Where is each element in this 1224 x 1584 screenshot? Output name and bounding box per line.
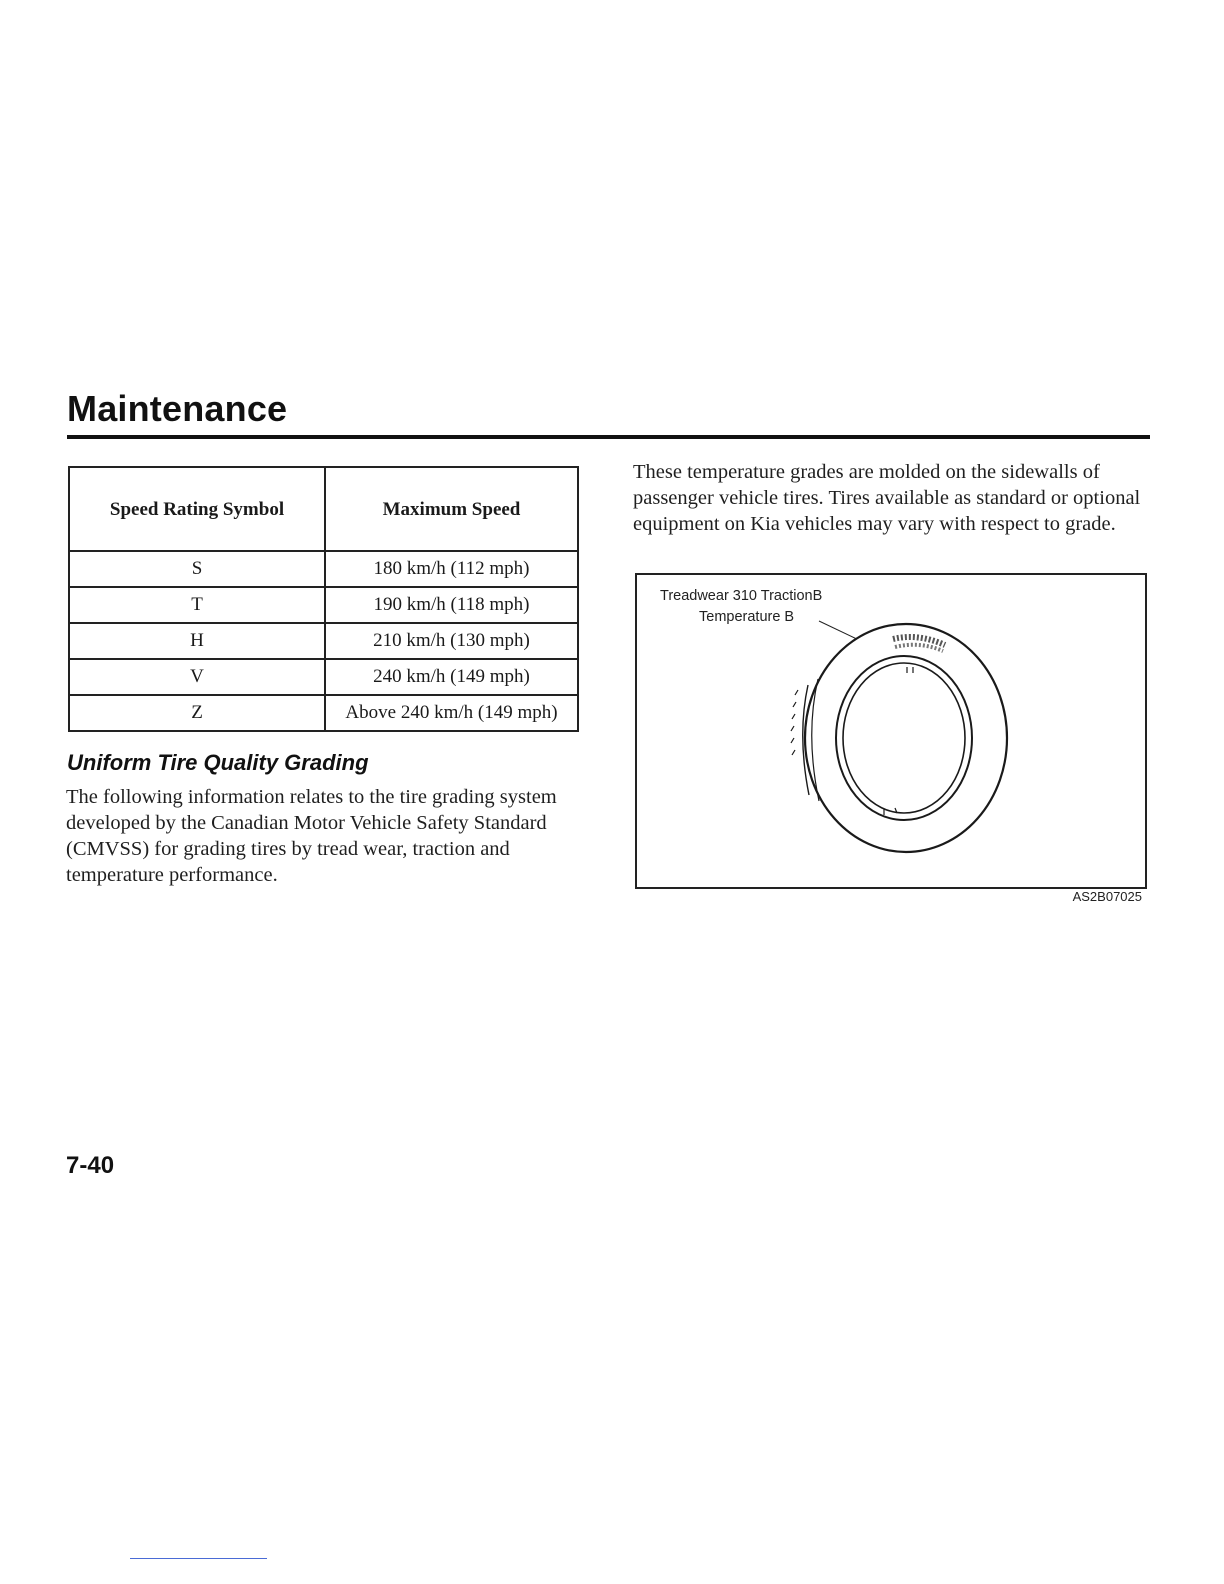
table-row (69, 587, 578, 623)
symbol-cell: H (69, 623, 325, 659)
header-speed-rating-symbol: Speed Rating Symbol (69, 467, 325, 551)
tire-illustration (637, 575, 1145, 887)
symbol-cell: Z (69, 695, 325, 731)
uniform-grading-heading: Uniform Tire Quality Grading (67, 750, 369, 775)
table-row (69, 695, 578, 731)
symbol-cell: S (69, 551, 325, 587)
header-maximum-speed: Maximum Speed (325, 467, 578, 551)
speed-cell: 180 km/h (112 mph) (325, 551, 578, 587)
table-row (69, 659, 578, 695)
table-row (69, 551, 578, 587)
speed-rating-table (68, 466, 579, 732)
speed-cell: 190 km/h (118 mph) (325, 587, 578, 623)
section-title: Maintenance (67, 388, 288, 429)
leader-line (819, 621, 861, 641)
figure-label-treadwear: Treadwear 310 TractionB (660, 588, 823, 604)
uniform-grading-paragraph: The following information relates to the tire grading system developed by the Canadian Motor Vehicle Safety Standard (CMVSS) for grading tires by tread wear, traction and temperature performance. (66, 786, 557, 886)
symbol-cell: T (69, 587, 325, 623)
table-row (69, 623, 578, 659)
temperature-grades-paragraph: These temperature grades are molded on the sidewalls of passenger vehicle tires. Tires available as standard or optional equipment on Kia vehicles may vary with respect to grade. (633, 461, 1141, 535)
tread-marks-icon (791, 690, 798, 755)
speed-cell: Above 240 km/h (149 mph) (325, 695, 578, 731)
page-number: 7-40 (66, 1152, 115, 1179)
speed-cell: 210 km/h (130 mph) (325, 623, 578, 659)
bottom-rule (130, 1558, 267, 1559)
figure-code: AS2B07025 (1072, 889, 1142, 904)
tire-sidewall-figure (635, 573, 1147, 889)
speed-cell: 240 km/h (149 mph) (325, 659, 578, 695)
table-header-row (69, 467, 578, 551)
tire-rim-inner-icon (843, 663, 965, 813)
title-rule (67, 435, 1150, 439)
figure-label-temperature: Temperature B (699, 609, 795, 625)
symbol-cell: V (69, 659, 325, 695)
